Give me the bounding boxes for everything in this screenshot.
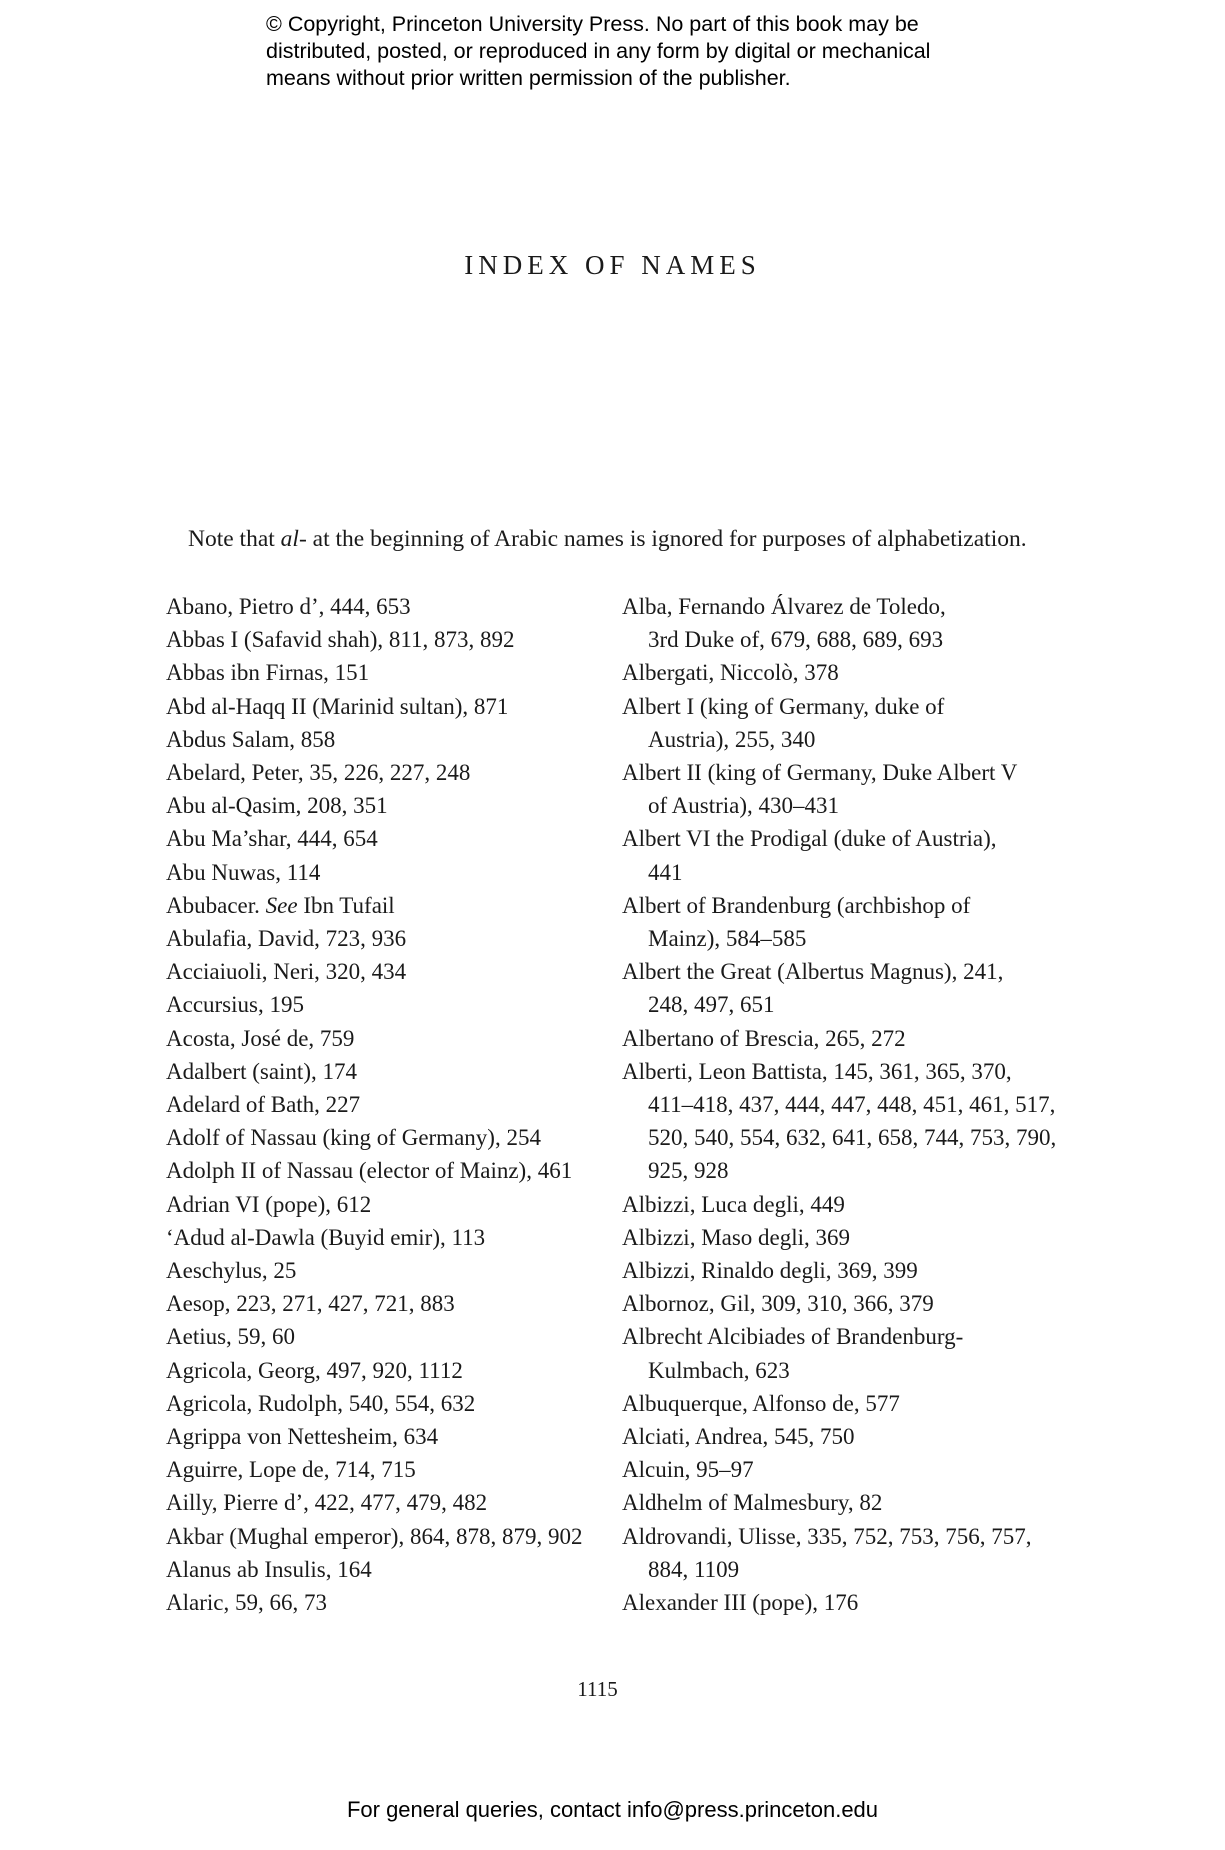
index-entry-line: Albert VI the Prodigal (duke of Austria),	[622, 826, 997, 852]
index-entry-line: Alaric, 59, 66, 73	[166, 1590, 327, 1616]
index-entry	[166, 1022, 606, 1055]
alphabetization-note	[188, 526, 1027, 553]
index-entry-line: 884, 1109	[648, 1556, 740, 1582]
index-entry	[622, 1188, 1022, 1221]
index-entry-line: Albert of Brandenburg (archbishop of	[622, 892, 971, 918]
index-entry	[166, 1586, 606, 1619]
index-entry	[622, 656, 1022, 689]
index-entry-line: Abd al-Haqq II (Marinid sultan), 871	[166, 693, 509, 719]
index-entry	[166, 1221, 606, 1254]
index-entry	[622, 590, 1022, 656]
note-text-before: Note that	[188, 526, 281, 552]
index-entry	[166, 955, 606, 988]
index-entry-line: Adelard of Bath, 227	[166, 1092, 361, 1118]
index-entry	[622, 1287, 1022, 1320]
index-entry-line: 925, 928	[648, 1158, 729, 1184]
page-title: INDEX OF NAMES	[464, 250, 761, 280]
index-entry	[166, 922, 606, 955]
index-entry-line: Albizzi, Rinaldo degli, 369, 399	[622, 1258, 918, 1284]
index-entry-line: Abano, Pietro d’, 444, 653	[166, 594, 411, 619]
index-entry-line: Adolph II of Nassau (elector of Mainz), 461	[166, 1158, 573, 1184]
index-entry	[166, 690, 606, 723]
index-entry-line: Adolf of Nassau (king of Germany), 254	[166, 1125, 541, 1151]
index-entry	[622, 1420, 1022, 1453]
index-entry	[622, 1520, 1032, 1586]
index-entry	[622, 1022, 1022, 1055]
index-entry-line: 248, 497, 651	[648, 992, 775, 1018]
index-entry-line: Alanus ab Insulis, 164	[166, 1556, 372, 1582]
index-entry	[166, 1055, 606, 1088]
index-entry	[622, 889, 1022, 955]
index-entry-line: Albert I (king of Germany, duke of	[622, 693, 945, 719]
index-entry-line: Aeschylus, 25	[166, 1258, 297, 1284]
index-entry-line: Abdus Salam, 858	[166, 726, 336, 752]
index-entry-line: Abulafia, David, 723, 936	[166, 926, 407, 952]
index-entry	[166, 1088, 606, 1121]
index-entry-line: Aetius, 59, 60	[166, 1324, 296, 1350]
index-entry-line: of Austria), 430–431	[648, 793, 840, 819]
index-entry	[166, 988, 606, 1021]
index-entry-line: Agrippa von Nettesheim, 634	[166, 1424, 439, 1450]
index-entry	[166, 756, 606, 789]
index-entry	[166, 656, 606, 689]
index-entry	[622, 690, 1022, 756]
index-entry	[166, 1453, 606, 1486]
index-entry-line: Aesop, 223, 271, 427, 721, 883	[166, 1291, 455, 1317]
index-entry-line: Agricola, Rudolph, 540, 554, 632	[166, 1390, 476, 1416]
index-entry	[622, 1221, 1022, 1254]
index-entry	[166, 723, 606, 756]
see-reference: See	[265, 892, 298, 918]
index-entry-line: Albergati, Niccolò, 378	[622, 660, 839, 686]
index-entry-line: Albornoz, Gil, 309, 310, 366, 379	[622, 1291, 934, 1317]
index-entry-line: Abubacer. See Ibn Tufail	[166, 892, 395, 918]
page-number: 1115	[577, 1677, 618, 1701]
index-entry	[166, 1254, 606, 1287]
index-entry	[622, 1453, 1022, 1486]
index-entry-line: Agricola, Georg, 497, 920, 1112	[166, 1357, 463, 1383]
index-entry	[622, 1387, 1022, 1420]
index-entry-line: Adalbert (saint), 174	[166, 1058, 357, 1084]
index-entry-line: Abu Nuwas, 114	[166, 859, 321, 885]
index-entry	[622, 1586, 1022, 1619]
index-entry-line: Albertano of Brescia, 265, 272	[622, 1025, 906, 1051]
copyright-line: distributed, posted, or reproduced in any form by digital or mechanical	[266, 39, 931, 63]
copyright-line: means without prior written permission of the publisher.	[266, 66, 791, 90]
footer-contact: For general queries, contact info@press.princeton.edu	[346, 1797, 879, 1822]
index-entry-line: Accursius, 195	[166, 992, 304, 1018]
index-entry-line: 3rd Duke of, 679, 688, 689, 693	[648, 627, 944, 653]
copyright-notice	[266, 11, 1026, 92]
index-entry	[166, 1486, 606, 1519]
index-entry-line: Abbas I (Safavid shah), 811, 873, 892	[166, 627, 515, 653]
copyright-line: © Copyright, Princeton University Press. No part of this book may be	[266, 12, 919, 36]
index-entry-line: Mainz), 584–585	[648, 926, 807, 952]
index-entry	[622, 955, 1022, 1021]
index-entry	[622, 756, 1022, 822]
index-entry-line: Ailly, Pierre d’, 422, 477, 479, 482	[166, 1490, 488, 1516]
index-entry	[166, 623, 606, 656]
index-entry-line: Aldhelm of Malmesbury, 82	[622, 1490, 883, 1516]
note-text-after: at the beginning of Arabic names is ignored for purposes of alphabetization.	[306, 526, 1027, 552]
index-entry-line: Aguirre, Lope de, 714, 715	[166, 1457, 416, 1483]
index-entry-line: Aldrovandi, Ulisse, 335, 752, 753, 756, 757,	[622, 1523, 1032, 1549]
index-entry-line: Albuquerque, Alfonso de, 577	[622, 1390, 900, 1416]
index-entry	[166, 1154, 606, 1187]
index-entry-line: 520, 540, 554, 632, 641, 658, 744, 753, 790,	[648, 1125, 1057, 1151]
index-entry	[166, 822, 606, 855]
index-entry	[622, 1055, 1057, 1188]
index-column-right	[622, 590, 1057, 1619]
index-entry-line: Kulmbach, 623	[648, 1357, 790, 1383]
index-entry-line: Abu al-Qasim, 208, 351	[166, 793, 388, 819]
note-text-italic: al-	[280, 526, 307, 552]
index-entry	[166, 1188, 606, 1221]
index-entry	[622, 1254, 1022, 1287]
index-entry-line: Albert II (king of Germany, Duke Albert V	[622, 760, 1018, 786]
index-entry	[166, 590, 606, 623]
index-entry-line: ‘Adud al-Dawla (Buyid emir), 113	[166, 1224, 486, 1250]
index-entry	[166, 1287, 606, 1320]
index-entry-line: Acciaiuoli, Neri, 320, 434	[166, 959, 407, 985]
index-entry-line: Abbas ibn Firnas, 151	[166, 660, 370, 686]
index-entry	[166, 889, 606, 922]
index-entry	[166, 1354, 606, 1387]
index-entry	[166, 1520, 606, 1553]
index-entry-line: Alberti, Leon Battista, 145, 361, 365, 370,	[622, 1058, 1012, 1084]
index-entry	[166, 789, 606, 822]
index-entry-line: Austria), 255, 340	[648, 726, 816, 752]
index-entry-line: Alexander III (pope), 176	[622, 1590, 859, 1616]
index-entry-line: 441	[648, 859, 683, 885]
index-entry	[166, 1553, 606, 1586]
index-entry	[166, 1420, 606, 1453]
index-entry-line: Albrecht Alcibiades of Brandenburg-	[622, 1324, 964, 1350]
index-entry-line: Alcuin, 95–97	[622, 1457, 754, 1483]
index-entry-line: Adrian VI (pope), 612	[166, 1191, 372, 1217]
index-entry	[622, 1486, 1022, 1519]
index-entry	[166, 856, 606, 889]
index-entry	[622, 1320, 1022, 1386]
index-entry-line: Abelard, Peter, 35, 226, 227, 248	[166, 760, 471, 786]
index-entry-line: Alciati, Andrea, 545, 750	[622, 1424, 855, 1450]
index-entry-line: Albert the Great (Albertus Magnus), 241,	[622, 959, 1004, 985]
index-entry	[166, 1121, 606, 1154]
index-entry	[622, 822, 1022, 888]
index-entry-line: Abu Ma’shar, 444, 654	[166, 826, 378, 852]
index-entry	[166, 1387, 606, 1420]
index-entry-line: Akbar (Mughal emperor), 864, 878, 879, 902	[166, 1523, 583, 1549]
index-column-left	[166, 590, 606, 1619]
index-entry-line: Albizzi, Maso degli, 369	[622, 1224, 851, 1250]
index-entry-line: Acosta, José de, 759	[166, 1025, 355, 1051]
index-entry-line: Alba, Fernando Álvarez de Toledo,	[622, 594, 946, 619]
index-entry	[166, 1320, 606, 1353]
index-entry-line: 411–418, 437, 444, 447, 448, 451, 461, 517,	[648, 1092, 1056, 1118]
index-entry-line: Albizzi, Luca degli, 449	[622, 1191, 845, 1217]
